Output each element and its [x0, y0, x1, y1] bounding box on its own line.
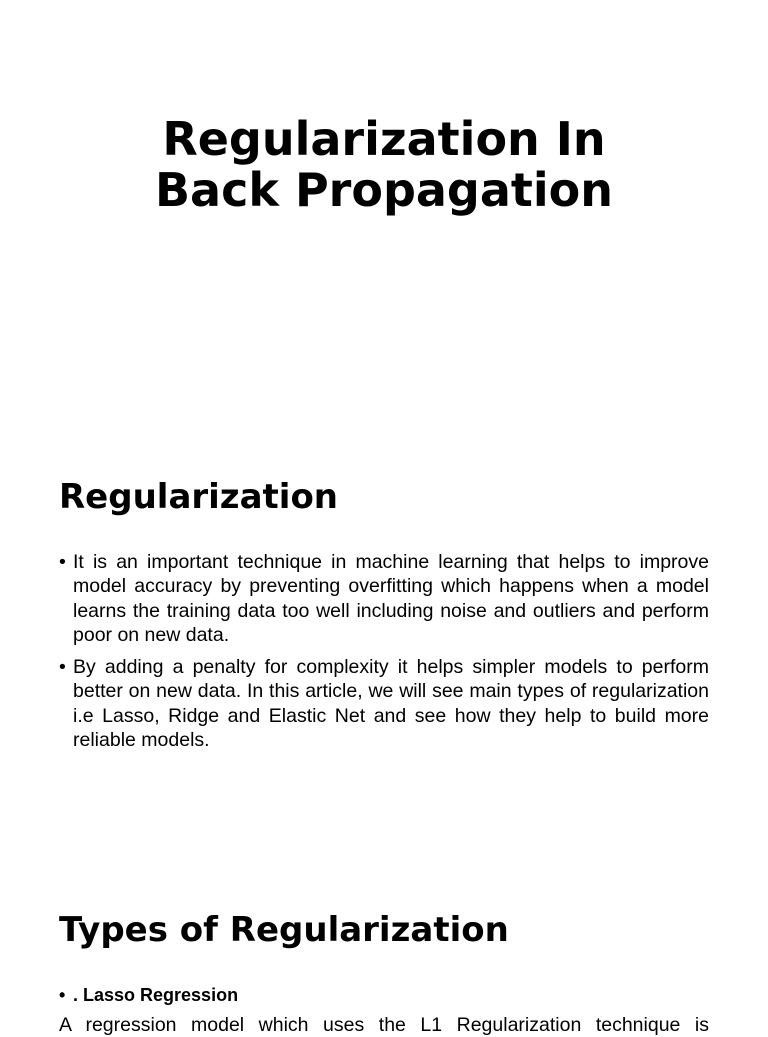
list-item [59, 983, 709, 1007]
bullet-marker: • [59, 656, 66, 679]
partial-paragraph: A regression model which uses the L1 Regularization technique is [59, 1014, 709, 1036]
list-item [59, 550, 709, 647]
title-line-2: Back Propagation [154, 163, 614, 217]
bullet-marker: • [59, 985, 66, 1005]
bullet-text: By adding a penalty for complexity it helps simpler models to perform better on new data. In this article, we will see main types of regularization i.e Lasso, Ridge and Elastic Net and see how they help to build more reliable models. [73, 656, 709, 752]
bullet-text: . Lasso Regression [73, 985, 239, 1005]
section-heading-regularization: Regularization [59, 477, 339, 517]
bullet-marker: • [59, 551, 66, 573]
list-item [59, 655, 709, 752]
title-line-1: Regularization In [162, 112, 606, 166]
bullet-text: It is an important technique in machine learning that helps to improve model accuracy by preventing overfitting which happens when a model learns the training data too well including noise and outliers and perform poor on new data. [73, 551, 709, 646]
regularization-bullet-list [59, 550, 709, 760]
section-heading-types: Types of Regularization [59, 910, 509, 950]
page-title [0, 114, 768, 216]
types-bullet-list [59, 983, 709, 1015]
